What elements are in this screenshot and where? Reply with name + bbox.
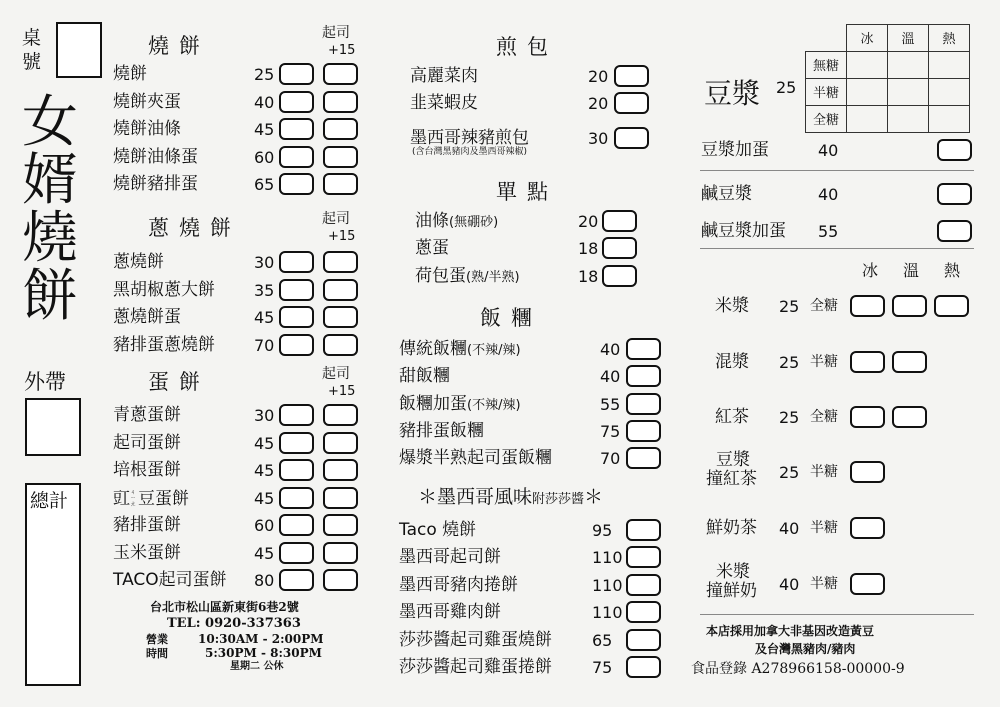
menu-item-label: 荷包蛋: [415, 266, 466, 286]
menu-item-name: 燒餅油條蛋: [113, 146, 198, 167]
soy-option-cell[interactable]: [929, 78, 970, 105]
menu-item-rest: 豆蛋餅: [138, 488, 189, 509]
cheese-qty-box[interactable]: [323, 334, 358, 356]
menu-item-name: [399, 341, 521, 358]
cheese-qty-box[interactable]: [323, 251, 358, 273]
section-title: 蛋餅: [148, 370, 210, 394]
sugar-label: 全糖: [806, 105, 847, 132]
qty-box[interactable]: [279, 334, 314, 356]
menu-item-name: [415, 213, 498, 230]
menu-item-name: 青蔥蛋餅: [113, 405, 181, 425]
qty-box[interactable]: [892, 351, 927, 373]
menu-item-price: 20: [588, 67, 609, 86]
gang-ruby: ㄐㄧㄤ: [130, 488, 137, 508]
menu-item-price: 110: [592, 548, 623, 567]
menu-item-label: 爆漿半熟起司蛋飯糰: [399, 448, 552, 468]
menu-item-note: (無硼砂): [449, 215, 499, 230]
menu-item-name: 燒餅: [113, 64, 147, 84]
qty-box[interactable]: [602, 265, 637, 287]
menu-item-price: 65: [254, 175, 275, 194]
section-title: 燒餅: [148, 34, 210, 58]
qty-box[interactable]: [279, 279, 314, 301]
takeout-box[interactable]: [25, 398, 81, 456]
drink-price: 40: [779, 575, 800, 594]
menu-item-name: 燒餅夾蛋: [113, 91, 181, 112]
menu-item-name: [113, 490, 189, 508]
cheese-qty-box[interactable]: [323, 542, 358, 564]
sugar-label: 無糖: [806, 51, 847, 78]
menu-item-price: 95: [592, 521, 613, 540]
qty-box[interactable]: [279, 459, 314, 481]
menu-item-name: 培根蛋餅: [113, 460, 181, 480]
cheese-qty-box[interactable]: [323, 91, 358, 113]
temp-header: 熱: [944, 261, 961, 280]
menu-item-name: [399, 368, 450, 385]
drink-price: 40: [779, 519, 800, 538]
cheese-qty-box[interactable]: [323, 404, 358, 426]
drink-sugar: 全糖: [810, 409, 838, 425]
qty-box[interactable]: [626, 338, 661, 360]
menu-item-price: 18: [578, 267, 599, 286]
menu-item-price: 75: [592, 658, 613, 677]
menu-item-price: 40: [818, 141, 839, 160]
menu-item-name: 鹹豆漿: [701, 184, 752, 204]
menu-item-price: 55: [600, 395, 621, 414]
soy-option-cell[interactable]: [847, 78, 888, 105]
menu-item-price: 75: [600, 422, 621, 441]
menu-item-price: 30: [254, 253, 275, 272]
qty-box[interactable]: [626, 447, 661, 469]
temp-header: 熱: [929, 25, 970, 52]
section-title: 飯糰: [480, 306, 542, 330]
takeout-label: 外帶: [24, 370, 66, 394]
menu-item-label: 豬排蛋飯糰: [399, 421, 484, 441]
drink-price: 25: [779, 297, 800, 316]
section-title: 單點: [496, 180, 558, 204]
menu-item-price: 40: [600, 367, 621, 386]
qty-box[interactable]: [279, 432, 314, 454]
cheese-qty-box[interactable]: [323, 432, 358, 454]
menu-item-note: (熟/半熟): [466, 270, 520, 285]
menu-item-name: 豆漿加蛋: [701, 140, 769, 160]
qty-box[interactable]: [279, 91, 314, 113]
cheese-label: 起司: [322, 25, 350, 41]
cheese-price: +15: [328, 229, 356, 244]
drink-price: 25: [779, 408, 800, 427]
cheese-price: +15: [328, 384, 356, 399]
menu-item-price: 70: [254, 335, 275, 355]
qty-box[interactable]: [279, 487, 314, 509]
menu-item-name: 豬排蛋餅: [113, 515, 181, 535]
menu-item-price: 40: [600, 340, 621, 359]
drink-name: 混漿: [715, 352, 749, 372]
drink-name: 紅茶: [715, 407, 749, 427]
qty-box[interactable]: [892, 406, 927, 428]
menu-item-name: Taco 燒餅: [399, 520, 477, 540]
qty-box[interactable]: [279, 251, 314, 273]
menu-item-name: [399, 450, 552, 467]
drink-name: 鮮奶茶: [706, 518, 757, 538]
drink-price: 25: [779, 353, 800, 372]
qty-box[interactable]: [279, 63, 314, 85]
total-label: 總計: [30, 490, 69, 512]
menu-item-price: 60: [254, 147, 275, 167]
qty-box[interactable]: [850, 517, 885, 539]
qty-box[interactable]: [279, 542, 314, 564]
qty-box[interactable]: [279, 404, 314, 426]
cheese-qty-box[interactable]: [323, 146, 358, 168]
menu-item-name: [399, 396, 521, 413]
cheese-price: +15: [328, 43, 356, 58]
drink-name: 米漿: [715, 296, 749, 316]
title-star: ＊: [584, 486, 604, 508]
qty-box[interactable]: [934, 295, 969, 317]
drink-name-line1: 米漿: [716, 562, 750, 582]
drink-sugar: 半糖: [810, 354, 838, 370]
menu-item-name: 墨西哥起司餅: [399, 547, 501, 567]
qty-box[interactable]: [850, 461, 885, 483]
menu-item-name: 莎莎醬起司雞蛋捲餅: [399, 657, 552, 677]
menu-item-name: 豬排蛋蔥燒餅: [113, 334, 215, 355]
qty-box[interactable]: [626, 601, 661, 623]
menu-item-label: 甜飯糰: [399, 366, 450, 386]
cheese-qty-box[interactable]: [323, 487, 358, 509]
menu-item-name: [415, 268, 520, 285]
drink-name-line2: 撞紅茶: [706, 469, 757, 489]
qty-box[interactable]: [937, 220, 972, 242]
qty-box[interactable]: [626, 629, 661, 651]
menu-item-price: 70: [600, 449, 621, 468]
menu-item-price: 60: [254, 516, 275, 535]
qty-box[interactable]: [279, 514, 314, 536]
cheese-qty-box[interactable]: [323, 279, 358, 301]
menu-item-price: 45: [254, 433, 275, 453]
footer-line-3: 食品登錄 A278966158-00000-9: [691, 661, 905, 677]
soy-milk-price: 25: [776, 78, 797, 97]
menu-item-name: 燒餅豬排蛋: [113, 174, 198, 194]
qty-box[interactable]: [937, 183, 972, 205]
cheese-qty-box[interactable]: [323, 63, 358, 85]
soy-option-cell[interactable]: [888, 78, 929, 105]
divider: [700, 170, 974, 171]
menu-item-price: 20: [588, 94, 609, 113]
qty-box[interactable]: [602, 210, 637, 232]
grid-corner: [806, 25, 847, 52]
menu-item-name: 黑胡椒蔥大餅: [113, 279, 215, 300]
menu-item-name: 鹹豆漿加蛋: [701, 221, 786, 241]
menu-item-name: 莎莎醬起司雞蛋燒餅: [399, 630, 552, 650]
qty-box[interactable]: [626, 365, 661, 387]
qty-box[interactable]: [279, 118, 314, 140]
qty-box[interactable]: [279, 146, 314, 168]
soy-milk-name: 豆漿: [704, 77, 761, 110]
title-main: 墨西哥風味: [437, 486, 533, 508]
hours-2: 5:30PM - 8:30PM: [205, 646, 322, 660]
menu-item-price: 35: [254, 280, 275, 300]
menu-item-label: 蔥蛋: [415, 238, 449, 258]
menu-item-name: [415, 240, 449, 257]
menu-item-price: 45: [254, 308, 275, 327]
menu-item-note: (不辣/辣): [467, 343, 521, 358]
qty-box[interactable]: [626, 519, 661, 541]
menu-item-name: 韭菜蝦皮: [410, 93, 478, 113]
menu-item-label: 飯糰加蛋: [399, 394, 467, 414]
menu-item-price: 45: [254, 461, 275, 480]
menu-item-price: 80: [254, 571, 275, 590]
menu-item-price: 30: [588, 129, 609, 148]
item-note: (含台灣黑豬肉及墨西哥辣椒): [412, 147, 528, 157]
drink-price: 25: [779, 463, 800, 482]
title-star: ＊: [418, 486, 438, 508]
qty-box[interactable]: [626, 546, 661, 568]
qty-box[interactable]: [892, 295, 927, 317]
total-box[interactable]: [25, 483, 81, 686]
qty-box[interactable]: [614, 92, 649, 114]
cheese-label: 起司: [322, 366, 350, 382]
menu-item-price: 18: [578, 239, 599, 258]
qty-box[interactable]: [850, 295, 885, 317]
hours-1: 10:30AM - 2:00PM: [198, 632, 324, 646]
qty-box[interactable]: [279, 306, 314, 328]
soy-option-cell[interactable]: [888, 105, 929, 132]
cheese-qty-box[interactable]: [323, 569, 358, 591]
qty-box[interactable]: [626, 574, 661, 596]
cheese-qty-box[interactable]: [323, 118, 358, 140]
menu-item-name: 墨西哥豬肉捲餅: [399, 575, 518, 595]
table-number-box[interactable]: [56, 22, 102, 78]
cheese-qty-box[interactable]: [323, 514, 358, 536]
telephone: TEL: 0920-337363: [167, 616, 301, 631]
menu-item-name: 蔥燒餅: [113, 252, 164, 272]
menu-item-price: 40: [818, 185, 839, 204]
qty-box[interactable]: [626, 420, 661, 442]
temp-header: 冰: [847, 25, 888, 52]
drink-sugar: 半糖: [810, 576, 838, 592]
soy-option-cell[interactable]: [847, 51, 888, 78]
drink-sugar: 全糖: [810, 298, 838, 314]
menu-item-price: 110: [592, 603, 623, 622]
address: 台北市松山區新東街6巷2號: [150, 600, 299, 614]
section-title: 蔥燒餅: [148, 216, 241, 240]
qty-box[interactable]: [602, 237, 637, 259]
temp-header: 冰: [862, 261, 879, 280]
cheese-qty-box[interactable]: [323, 173, 358, 195]
temp-header: 溫: [888, 25, 929, 52]
qty-box[interactable]: [626, 393, 661, 415]
menu-item-name: 墨西哥辣豬煎包: [410, 128, 529, 148]
footer-line-2: 及台灣黑豬肉/豬肉: [755, 642, 856, 656]
qty-box[interactable]: [614, 65, 649, 87]
shop-name: 女婿燒餅: [22, 90, 78, 329]
drink-sugar: 半糖: [810, 520, 838, 536]
menu-item-name: 蔥燒餅蛋: [113, 307, 181, 327]
menu-item-note: (不辣/辣): [467, 398, 521, 413]
cheese-qty-box[interactable]: [323, 459, 358, 481]
qty-box[interactable]: [850, 351, 885, 373]
menu-item-price: 45: [254, 120, 275, 139]
menu-item-price: 30: [254, 406, 275, 425]
menu-item-name: 燒餅油條: [113, 119, 181, 139]
temp-header: 溫: [903, 261, 920, 280]
sugar-label: 半糖: [806, 78, 847, 105]
hours-label-2: 時間: [146, 647, 168, 660]
menu-item-name: TACO起司蛋餅: [113, 570, 227, 590]
hours-label-1: 營業: [146, 633, 168, 646]
qty-box[interactable]: [850, 406, 885, 428]
cheese-qty-box[interactable]: [323, 306, 358, 328]
soy-option-cell[interactable]: [888, 51, 929, 78]
soy-option-cell[interactable]: [847, 105, 888, 132]
menu-item-name: 墨西哥雞肉餅: [399, 602, 501, 622]
menu-item-price: 110: [592, 576, 623, 595]
qty-box[interactable]: [850, 573, 885, 595]
soy-option-cell[interactable]: [929, 51, 970, 78]
menu-item-name: [399, 423, 484, 440]
footer-line-1: 本店採用加拿大非基因改造黃豆: [706, 624, 875, 638]
closed-day: 星期二 公休: [230, 661, 284, 672]
drink-name-line1: 豆漿: [716, 450, 750, 470]
title-note: 附莎莎醬: [532, 492, 585, 507]
menu-item-price: 55: [818, 222, 839, 241]
menu-item-label: 傳統飯糰: [399, 339, 467, 359]
qty-box[interactable]: [937, 139, 972, 161]
cheese-label: 起司: [322, 211, 350, 227]
section-title: 煎包: [496, 35, 558, 59]
section-title: [418, 488, 603, 507]
menu-item-price: 45: [254, 488, 275, 508]
soy-option-cell[interactable]: [929, 105, 970, 132]
menu-item-price: 40: [254, 92, 275, 112]
qty-box[interactable]: [626, 656, 661, 678]
divider: [700, 248, 974, 249]
drink-name-line2: 撞鮮奶: [706, 581, 757, 601]
menu-item-price: 45: [254, 543, 275, 563]
menu-item-price: 25: [254, 65, 275, 84]
menu-item-price: 65: [592, 631, 613, 650]
table-number-label: 桌號: [22, 27, 42, 73]
soy-milk-grid: [805, 24, 970, 133]
divider: [700, 614, 974, 615]
drink-sugar: 半糖: [810, 464, 838, 480]
menu-item-label: 油條: [415, 211, 449, 231]
qty-box[interactable]: [614, 127, 649, 149]
gang-char: 豇: [113, 488, 130, 509]
menu-item-name: 高麗菜肉: [410, 66, 478, 86]
qty-box[interactable]: [279, 173, 314, 195]
menu-item-name: 起司蛋餅: [113, 432, 181, 453]
qty-box[interactable]: [279, 569, 314, 591]
menu-item-price: 20: [578, 212, 599, 231]
menu-item-name: 玉米蛋餅: [113, 542, 181, 563]
